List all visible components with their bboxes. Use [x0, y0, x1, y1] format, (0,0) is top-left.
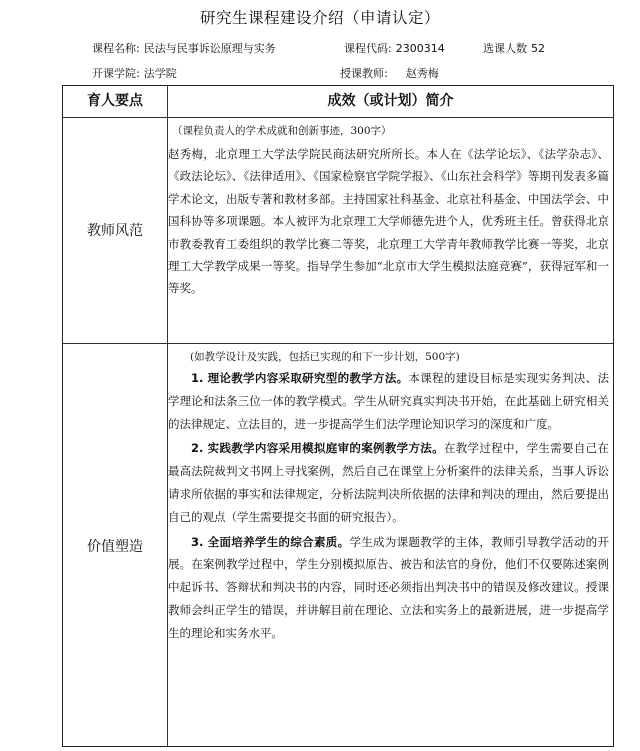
- college-label: 开课学院:: [92, 67, 140, 80]
- values-heading-3: 3. 全面培养学生的综合素质。: [191, 534, 350, 549]
- course-code-label: 课程代码:: [344, 42, 392, 55]
- course-code-value: 2300314: [395, 42, 445, 55]
- values-text-3: 学生成为课题教学的主体，教师引导教学活动的开展。在案例教学过程中，学生分别模拟原告、被告和法官的身份，他们不仅要陈述案例中起诉书、答辩状和判决书的内容，同时还必须指出判决书中的错误及修改建议。授课教师会纠正学生的错误，并讲解目前在理论、立法和实务上的最新进展，进一步提高学生的理论和实务水平。: [168, 534, 609, 640]
- college-value: 法学院: [143, 67, 177, 80]
- teacher-field: [340, 65, 439, 81]
- row-label-teacher: 教师风范: [87, 223, 143, 239]
- enrollment-field: [483, 40, 545, 56]
- teacher-note: （课程负责人的学术成就和创新事迹，300字）: [172, 125, 392, 137]
- values-paragraph-3: [168, 531, 609, 645]
- teacher-text: 赵秀梅，北京理工大学法学院民商法研究所所长。本人在《法学论坛》、《法学杂志》、《政法论坛》、《法律适用》、《国家检察官学院学报》、《山东社会科学》等期刊发表多篇学术论文，出版专著和教材多部。主持国家社科基金、北京社科基金、中国法学会、中国科协等多项课题。本人被评为北京理工大学师德先进个人，优秀班主任。曾获得北京市教委教育工委组织的教学比赛二等奖，北京理工大学青年教师教学比赛一等奖，北京理工大学教学成果一等奖。指导学生参加“北京市大学生模拟法庭竞赛”，获得冠军和一等奖。: [168, 147, 609, 296]
- values-note: (如教学设计及实践，包括已实现的和下一步计划，500字): [190, 351, 460, 363]
- values-text-2: 在教学过程中，学生需要自己在最高法院裁判文书网上寻找案例，然后自己在课堂上分析案件的法律关系，当事人诉讼请求所依据的事实和法律规定，分析法院判决所依据的法律和判决的理由，然后要提出自己的观点（学生需要提交书面的研究报告）。: [168, 441, 609, 524]
- header-outcome: 成效（或计划）简介: [327, 93, 454, 109]
- course-name-value: 民法与民事诉讼原理与实务: [143, 42, 276, 55]
- course-name-field: [92, 40, 276, 56]
- course-name-label: 课程名称:: [92, 42, 140, 55]
- header-divider: [63, 117, 613, 118]
- row-label-values: 价值塑造: [87, 539, 143, 555]
- enrollment-value: 52: [531, 42, 545, 55]
- college-field: [92, 65, 177, 81]
- values-paragraph-2: [168, 437, 609, 528]
- values-cell: [168, 349, 609, 645]
- row-divider: [63, 343, 613, 344]
- enrollment-label: 选课人数: [483, 42, 527, 55]
- values-heading-2: 2. 实践教学内容采用模拟庭审的案例教学方法。: [191, 441, 444, 456]
- document-title: 研究生课程建设介绍（申请认定）: [199, 9, 440, 27]
- teacher-cell: [168, 123, 609, 300]
- teacher-value: 赵秀梅: [405, 67, 439, 80]
- course-code-field: [344, 40, 445, 56]
- values-paragraph-1: [168, 367, 609, 435]
- header-key-points: 育人要点: [87, 93, 143, 109]
- values-text-1: 本课程的建设目标是实现实务判决、法学理论和法条三位一体的教学模式。学生从研究真实判决书开始，在此基础上研究相关的法律规定、立法目的，进一步提高学生们法学理论知识学习的深度和广度。: [168, 371, 609, 431]
- course-table: [62, 85, 614, 747]
- values-heading-1: 1. 理论教学内容采取研究型的教学方法。: [191, 371, 409, 385]
- teacher-label: 授课教师:: [340, 67, 388, 80]
